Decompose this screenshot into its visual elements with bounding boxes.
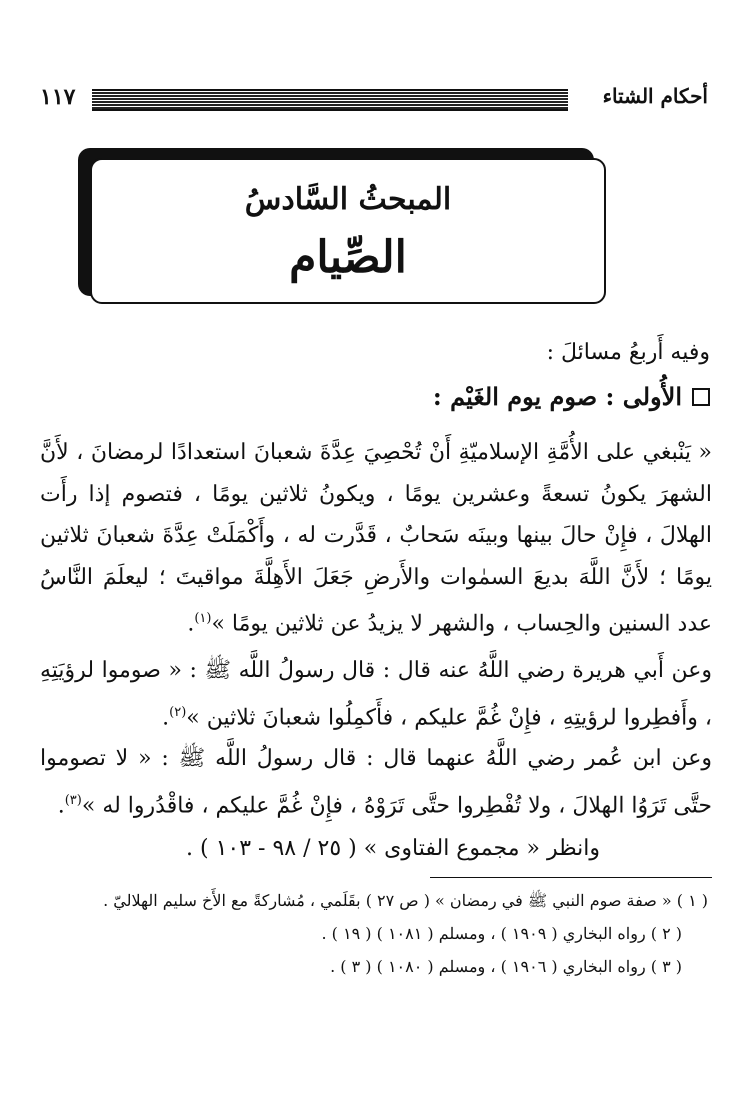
footnote-2: ( ٢ ) رواه البخاري ( ١٩٠٩ ) ، ومسلم ( ١٠٨١ ) ( ١٩ ) .	[321, 924, 682, 943]
footnote-ref-2: (٢)	[169, 704, 187, 720]
paragraph-2-text: وعن أَبي هريرة رضي اللَّهُ عنه قال : قال رسولُ اللَّه ﷺ : « صوموا لرؤيَتِهِ ، وأَفطِروا لرؤيتِهِ ، فإِنْ غُمَّ عليكم ، فأَكمِلُوا شعبانَ ثلاثين »	[40, 658, 712, 730]
square-bullet-icon	[692, 388, 710, 406]
section-heading-row	[433, 382, 710, 411]
running-header	[40, 82, 708, 116]
footnote-ref-3: (٣)	[64, 792, 82, 808]
page-number: ١١٧	[40, 84, 76, 110]
footnote-separator	[430, 877, 712, 878]
chapter-title-box	[78, 148, 608, 308]
chapter-box-frame	[90, 158, 606, 304]
paragraph-3: وعن ابن عُمر رضي اللَّهُ عنهما قال : قال رسولُ اللَّه ﷺ : « لا تصوموا حتَّى تَرَوُا الهلالَ ، ولا تُفْطِروا حتَّى تَرَوْهُ ، فإِنْ غُمَّ عليكم ، فاقْدُروا له »$^{(٣)}$.	[40, 746, 712, 818]
paragraph-2: وعن أَبي هريرة رضي اللَّهُ عنه قال : قال رسولُ اللَّه ﷺ : « صوموا لرؤيَتِهِ ، وأَفطِروا لرؤيتِهِ ، فإِنْ غُمَّ عليكم ، فأَكمِلُوا شعبانَ ثلاثين »$^{(٢)}$.	[40, 658, 712, 730]
paragraph-1: « يَنْبغي على الأُمَّةِ الإسلاميّةِ أَنْ تُحْصِيَ عِدَّةَ شعبانَ استعدادًا لرمضانَ ، لأَنَّ الشهرَ يكونُ تسعةً وعشرين يومًا ، ويكونُ ثلاثين يومًا ، فتصوم إذا رأَت الهلالَ ، فإِنْ حالَ بينها وبينَه سَحابٌ ، قَدَّرت له ، وأَكْمَلَتْ عِدَّةَ شعبانَ ثلاثين يومًا ؛ لأَنَّ اللَّهَ بديعَ السمٰوات والأَرضِ جَعَلَ الأَهِلَّةَ مواقيتَ ؛ ليعلَمَ النَّاسُ عدد السنين والحِساب ، والشهر لا يزيدُ عن ثلاثين يومًا »$^{(١)}$.	[40, 440, 712, 637]
header-rule	[92, 89, 568, 111]
footnote-1: ( ١ ) « صفة صوم النبي ﷺ في رمضان » ( ص ٢٧ ) بقَلَمي ، مُشاركةً مع الأَخ سليم الهلاليّ .	[103, 891, 708, 910]
footnote-ref-1: (١)	[194, 611, 212, 626]
footnote-3: ( ٣ ) رواه البخاري ( ١٩٠٦ ) ، ومسلم ( ١٠٨٠ ) ( ٣ ) .	[330, 957, 682, 976]
paragraph-1-text: « يَنْبغي على الأُمَّةِ الإسلاميّةِ أَنْ تُحْصِيَ عِدَّةَ شعبانَ استعدادًا لرمضانَ ، لأَنَّ الشهرَ يكونُ تسعةً وعشرين يومًا ، ويكونُ ثلاثين يومًا ، فتصوم إذا رأَت الهلالَ ، فإِنْ حالَ بينها وبينَه سَحابٌ ، قَدَّرت له ، وأَكْمَلَتْ عِدَّةَ شعبانَ ثلاثين يومًا ؛ لأَنَّ اللَّهَ بديعَ السمٰوات والأَرضِ جَعَلَ الأَهِلَّةَ مواقيتَ ؛ ليعلَمَ النَّاسُ عدد السنين والحِساب ، والشهر لا يزيدُ عن ثلاثين يومًا »	[40, 440, 712, 637]
footnotes	[48, 884, 708, 983]
paragraph-3-text: وعن ابن عُمر رضي اللَّهُ عنهما قال : قال رسولُ اللَّه ﷺ : « لا تصوموا حتَّى تَرَوُا الهلالَ ، ولا تُفْطِروا حتَّى تَرَوْهُ ، فإِنْ غُمَّ عليكم ، فاقْدُروا له »	[40, 746, 712, 818]
chapter-title: الصِّيام	[289, 232, 407, 283]
section-heading: الأُولى : صوم يوم الغَيْم :	[432, 382, 682, 411]
chapter-kicker: المبحثُ السَّادسُ	[244, 182, 452, 217]
running-title: أحكام الشتاء	[602, 84, 708, 108]
see-also-line: وانظر « مجموع الفتاوى » ( ٢٥ / ٩٨ - ١٠٣ ) .	[186, 836, 600, 861]
intro-line: وفيه أَربعُ مسائلَ :	[546, 340, 710, 365]
